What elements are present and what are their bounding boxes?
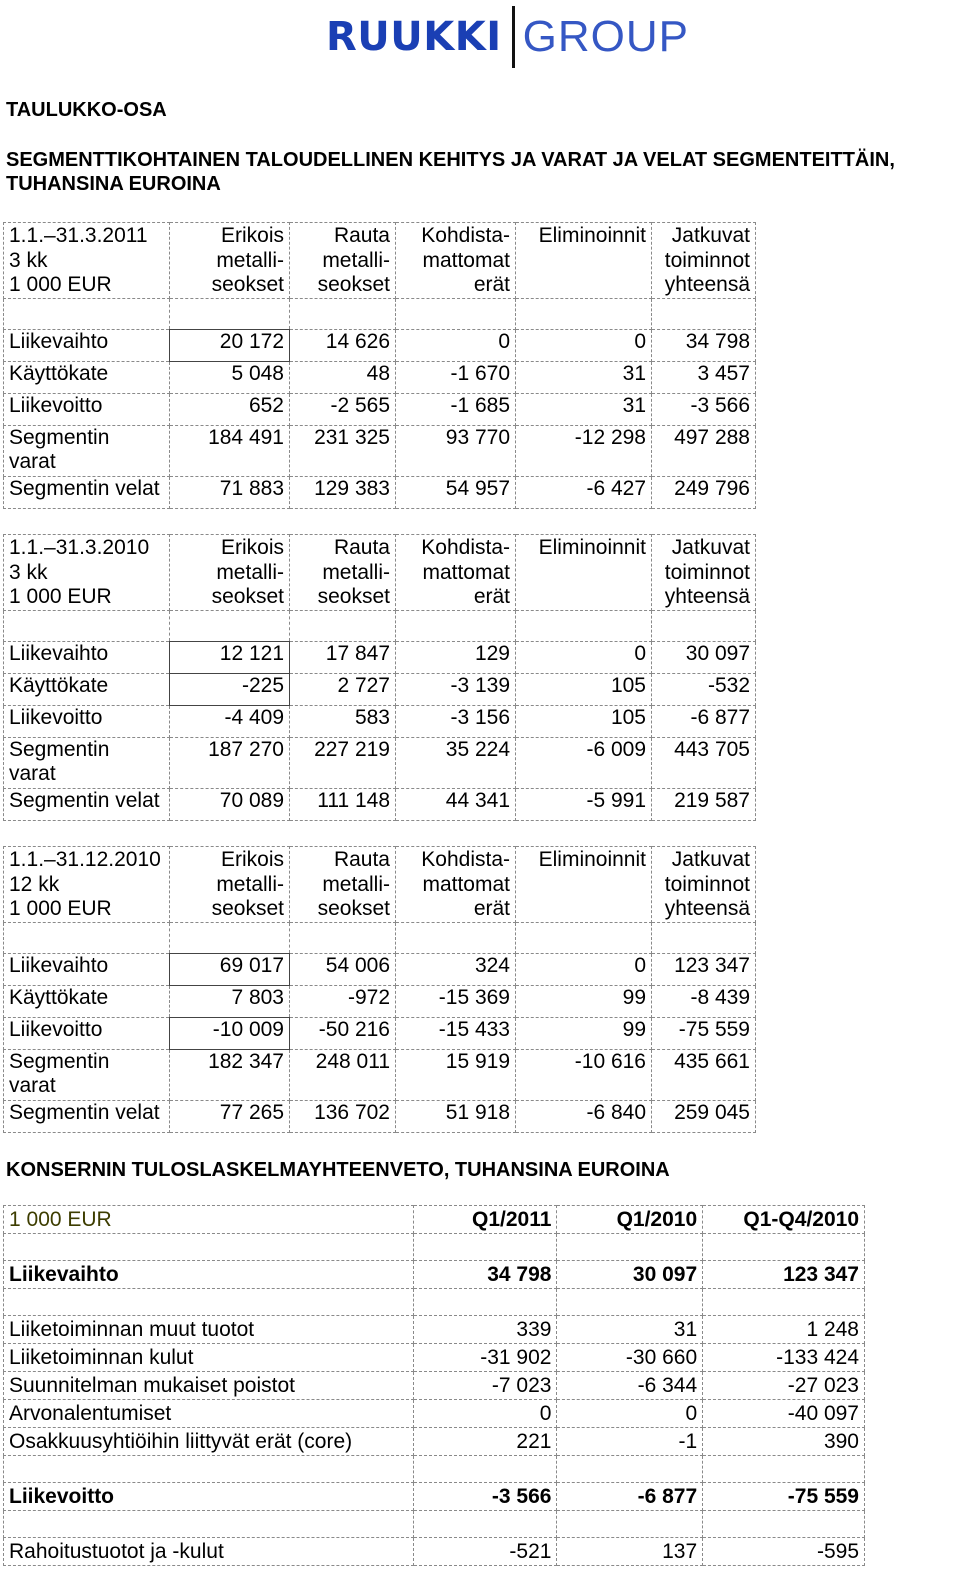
segment-value-cell: 123 347: [652, 953, 756, 985]
segment-value-cell: 105: [516, 705, 652, 737]
spacer-row: [4, 298, 756, 329]
segment-period-cell: [4, 847, 170, 923]
segment-row-label: [4, 393, 170, 425]
segment-value-cell: 15 919: [396, 1049, 516, 1100]
income-item-label: Liiketoiminnan kulut: [4, 1344, 414, 1372]
income-revenue-row: [4, 1261, 865, 1289]
logo-divider: [512, 6, 515, 68]
income-summary-table: [3, 1205, 865, 1566]
spacer-row: [4, 1456, 865, 1483]
segment-row-label-line: varat: [9, 1073, 56, 1097]
income-item-value: -30 660: [557, 1344, 703, 1372]
income-header-q1-2011: Q1/2011: [413, 1206, 557, 1234]
segment-value-cell: -5 991: [516, 788, 652, 820]
segment-value-cell: 77 265: [170, 1100, 290, 1132]
segment-period-cell: [4, 223, 170, 299]
income-item-value: 31: [557, 1316, 703, 1344]
segment-data-row: [4, 953, 756, 985]
segment-row-label-line: Liikevaihto: [9, 329, 109, 353]
segment-column-header-line: Jatkuvat: [671, 536, 750, 559]
segment-value-cell: 136 702: [290, 1100, 396, 1132]
segment-column-header: [170, 223, 290, 299]
segment-column-header-line: seokset: [317, 273, 390, 296]
segment-column-header: [652, 223, 756, 299]
segment-period-line: 1 000 EUR: [9, 273, 112, 296]
segment-value-cell: 129: [396, 641, 516, 673]
segment-column-header-line: yhteensä: [664, 585, 750, 608]
segment-column-header: [652, 847, 756, 923]
segment-value-cell: 20 172: [170, 329, 290, 361]
segment-data-row: [4, 985, 756, 1017]
income-item-row: [4, 1400, 865, 1428]
segment-column-header-line: toiminnot: [664, 560, 750, 584]
segment-value-cell: 231 325: [290, 425, 396, 476]
segment-value-cell: 583: [290, 705, 396, 737]
segment-value-cell: 129 383: [290, 476, 396, 508]
income-ebit-fy-2010: -75 559: [703, 1483, 865, 1511]
segment-value-cell: -6 427: [516, 476, 652, 508]
income-item-value: -27 023: [703, 1372, 865, 1400]
spacer-row: [4, 1289, 865, 1316]
segment-period-line: 1.1.–31.12.2010: [9, 848, 161, 871]
segment-value-cell: 31: [516, 393, 652, 425]
segment-row-label: [4, 329, 170, 361]
segment-value-cell: 99: [516, 1017, 652, 1049]
segment-data-row: [4, 476, 756, 508]
segment-column-header-line: erät: [473, 897, 510, 920]
segment-value-cell: -8 439: [652, 985, 756, 1017]
income-revenue-q1-2011: 34 798: [413, 1261, 557, 1289]
income-item-label: Suunnitelman mukaiset poistot: [4, 1372, 414, 1400]
segment-column-header: [652, 535, 756, 611]
segment-value-cell: 2 727: [290, 673, 396, 705]
segment-column-header: [396, 847, 516, 923]
segment-column-header-line: Rauta: [333, 224, 390, 247]
segment-value-cell: 324: [396, 953, 516, 985]
segment-value-cell: 652: [170, 393, 290, 425]
income-item-value: 221: [413, 1428, 557, 1456]
segment-row-label: [4, 425, 170, 476]
segment-data-row: [4, 425, 756, 476]
segment-column-header-line: [521, 249, 646, 273]
income-finance-label: Rahoitustuotot ja -kulut: [4, 1538, 414, 1566]
segment-period-line: 1.1.–31.3.2011: [9, 224, 148, 247]
segment-row-label: [4, 985, 170, 1017]
segment-value-cell: 443 705: [652, 737, 756, 788]
segment-period-line: 1 000 EUR: [9, 585, 112, 608]
segment-value-cell: 0: [516, 329, 652, 361]
income-item-label: Osakkuusyhtiöihin liittyvät erät (core): [4, 1428, 414, 1456]
income-header-fy-2010: Q1-Q4/2010: [703, 1206, 865, 1234]
income-ebit-row: [4, 1483, 865, 1511]
segment-column-header-line: yhteensä: [664, 273, 750, 296]
segment-value-cell: -12 298: [516, 425, 652, 476]
income-item-row: [4, 1372, 865, 1400]
income-item-row: [4, 1428, 865, 1456]
segment-value-cell: -1 670: [396, 361, 516, 393]
segment-value-cell: -4 409: [170, 705, 290, 737]
segment-value-cell: 249 796: [652, 476, 756, 508]
heading-income: KONSERNIN TULOSLASKELMAYHTEENVETO, TUHANSINA EUROINA: [6, 1159, 670, 1181]
segment-row-label-line: Liikevaihto: [9, 641, 109, 665]
segment-row-label-line: Liikevoitto: [9, 393, 103, 417]
segment-value-cell: 184 491: [170, 425, 290, 476]
segment-value-cell: -3 156: [396, 705, 516, 737]
segment-value-cell: 51 918: [396, 1100, 516, 1132]
segment-column-header-line: Eliminoinnit: [538, 848, 646, 871]
segment-data-row: [4, 788, 756, 820]
income-item-row: [4, 1316, 865, 1344]
segment-column-header: [516, 535, 652, 611]
segment-row-label-line: Segmentin velat: [9, 1100, 160, 1124]
segment-column-header-line: toiminnot: [664, 248, 750, 272]
income-finance-q1-2011: -521: [413, 1538, 557, 1566]
segment-row-label-line: Käyttökate: [9, 985, 109, 1009]
segment-column-header-line: Erikois: [220, 224, 284, 247]
segment-column-header-line: Kohdista-: [421, 224, 510, 247]
segment-data-row: [4, 705, 756, 737]
segment-row-label-line: Segmentin: [9, 425, 110, 449]
segment-column-header: [170, 535, 290, 611]
segment-data-row: [4, 393, 756, 425]
segment-data-row: [4, 1049, 756, 1100]
segment-row-label-line: Käyttökate: [9, 361, 109, 385]
segment-value-cell: -15 433: [396, 1017, 516, 1049]
segment-value-cell: 0: [516, 953, 652, 985]
segment-row-label-line: Liikevaihto: [9, 953, 109, 977]
segment-column-header-line: mattomat: [422, 872, 510, 896]
segment-value-cell: -1 685: [396, 393, 516, 425]
segment-value-cell: -50 216: [290, 1017, 396, 1049]
segment-column-header-line: [521, 273, 646, 297]
segment-value-cell: -6 009: [516, 737, 652, 788]
segment-value-cell: 17 847: [290, 641, 396, 673]
segment-column-header-line: metalli-: [216, 872, 284, 896]
segment-column-header: [396, 535, 516, 611]
segment-row-label: [4, 737, 170, 788]
segment-column-header-line: Erikois: [220, 536, 284, 559]
segment-value-cell: -3 566: [652, 393, 756, 425]
segment-value-cell: 54 006: [290, 953, 396, 985]
segment-column-header-line: Rauta: [333, 536, 390, 559]
segment-column-header-line: erät: [473, 585, 510, 608]
segment-column-header: [516, 223, 652, 299]
income-item-value: -31 902: [413, 1344, 557, 1372]
segment-column-header-line: metalli-: [216, 560, 284, 584]
segment-column-header-line: erät: [473, 273, 510, 296]
segment-header-row: [4, 847, 756, 923]
segment-value-cell: 34 798: [652, 329, 756, 361]
segment-header-row: [4, 535, 756, 611]
heading-segment-line2: TUHANSINA EUROINA: [6, 173, 221, 195]
segment-column-header-line: Rauta: [333, 848, 390, 871]
segment-value-cell: 259 045: [652, 1100, 756, 1132]
segment-value-cell: 70 089: [170, 788, 290, 820]
segment-column-header-line: metalli-: [322, 560, 390, 584]
segment-column-header: [290, 535, 396, 611]
income-revenue-fy-2010: 123 347: [703, 1261, 865, 1289]
segment-header-row: [4, 223, 756, 299]
segment-row-label-line: varat: [9, 449, 56, 473]
segment-row-label-line: varat: [9, 761, 56, 785]
segment-column-header-line: Kohdista-: [421, 536, 510, 559]
segment-value-cell: 35 224: [396, 737, 516, 788]
income-header-q1-2010: Q1/2010: [557, 1206, 703, 1234]
segment-value-cell: 44 341: [396, 788, 516, 820]
segment-column-header: [516, 847, 652, 923]
segment-value-cell: 219 587: [652, 788, 756, 820]
segment-row-label: [4, 641, 170, 673]
segment-value-cell: 7 803: [170, 985, 290, 1017]
segment-period-line: 1 000 EUR: [9, 897, 112, 920]
segment-value-cell: 0: [516, 641, 652, 673]
segment-value-cell: 497 288: [652, 425, 756, 476]
ruukki-group-logo: [326, 4, 689, 70]
segment-column-header-line: Jatkuvat: [671, 848, 750, 871]
segment-value-cell: 69 017: [170, 953, 290, 985]
income-item-value: -133 424: [703, 1344, 865, 1372]
segment-row-label-line: Liikevoitto: [9, 705, 103, 729]
segment-data-row: [4, 737, 756, 788]
segment-value-cell: 31: [516, 361, 652, 393]
segment-data-row: [4, 673, 756, 705]
income-item-value: -7 023: [413, 1372, 557, 1400]
segment-column-header-line: seokset: [211, 585, 284, 608]
income-item-value: 0: [557, 1400, 703, 1428]
segment-column-header-line: [521, 873, 646, 897]
income-ebit-q1-2011: -3 566: [413, 1483, 557, 1511]
segment-value-cell: -3 139: [396, 673, 516, 705]
segment-row-label-line: Liikevoitto: [9, 1017, 103, 1041]
segment-row-label-line: Segmentin velat: [9, 788, 160, 812]
segment-value-cell: 93 770: [396, 425, 516, 476]
income-header-unit: 1 000 EUR: [4, 1206, 414, 1234]
segment-column-header: [170, 847, 290, 923]
logo-ruukki: RUUKKI: [326, 14, 502, 60]
income-item-value: 1 248: [703, 1316, 865, 1344]
segment-value-cell: 99: [516, 985, 652, 1017]
segment-row-label: [4, 705, 170, 737]
income-finance-fy-2010: -595: [703, 1538, 865, 1566]
segment-value-cell: 111 148: [290, 788, 396, 820]
segment-value-cell: 105: [516, 673, 652, 705]
income-finance-q1-2010: 137: [557, 1538, 703, 1566]
income-item-value: -6 344: [557, 1372, 703, 1400]
segment-value-cell: 3 457: [652, 361, 756, 393]
segment-column-header-line: [521, 585, 646, 609]
segment-value-cell: 182 347: [170, 1049, 290, 1100]
segment-value-cell: -10 616: [516, 1049, 652, 1100]
segment-value-cell: 48: [290, 361, 396, 393]
income-ebit-q1-2010: -6 877: [557, 1483, 703, 1511]
segment-value-cell: -75 559: [652, 1017, 756, 1049]
segment-column-header-line: seokset: [317, 585, 390, 608]
spacer-row: [4, 1511, 865, 1538]
segment-column-header-line: yhteensä: [664, 897, 750, 920]
segment-value-cell: -972: [290, 985, 396, 1017]
segment-value-cell: 54 957: [396, 476, 516, 508]
segment-value-cell: 5 048: [170, 361, 290, 393]
segment-column-header-line: Eliminoinnit: [538, 224, 646, 247]
segment-value-cell: -225: [170, 673, 290, 705]
segment-row-label-line: Segmentin: [9, 1049, 110, 1073]
segment-value-cell: 12 121: [170, 641, 290, 673]
segment-row-label: [4, 361, 170, 393]
segment-data-row: [4, 1100, 756, 1132]
segment-column-header-line: metalli-: [322, 872, 390, 896]
segment-column-header-line: toiminnot: [664, 872, 750, 896]
segment-table: [3, 222, 756, 509]
segment-column-header-line: seokset: [317, 897, 390, 920]
segment-column-header-line: seokset: [211, 273, 284, 296]
segment-column-header-line: mattomat: [422, 248, 510, 272]
segment-row-label-line: Segmentin velat: [9, 476, 160, 500]
income-item-value: 339: [413, 1316, 557, 1344]
segment-column-header-line: Eliminoinnit: [538, 536, 646, 559]
spacer-row: [4, 1234, 865, 1261]
income-item-value: 0: [413, 1400, 557, 1428]
segment-period-cell: [4, 535, 170, 611]
segment-column-header-line: seokset: [211, 897, 284, 920]
income-item-value: 390: [703, 1428, 865, 1456]
segment-column-header: [396, 223, 516, 299]
segment-period-line: 1.1.–31.3.2010: [9, 536, 150, 559]
spacer-row: [4, 610, 756, 641]
segment-value-cell: 435 661: [652, 1049, 756, 1100]
segment-row-label: [4, 1017, 170, 1049]
segment-period-line: 3 kk: [9, 560, 48, 584]
income-ebit-label: Liikevoitto: [4, 1483, 414, 1511]
spacer-row: [4, 922, 756, 953]
segment-row-label: [4, 673, 170, 705]
segment-row-label-line: Käyttökate: [9, 673, 109, 697]
segment-period-line: 3 kk: [9, 248, 48, 272]
income-header-row: [4, 1206, 865, 1234]
segment-data-row: [4, 641, 756, 673]
heading-tables: TAULUKKO-OSA: [6, 99, 167, 121]
income-item-value: -1: [557, 1428, 703, 1456]
income-finance-row: [4, 1538, 865, 1566]
segment-column-header: [290, 223, 396, 299]
segment-value-cell: 14 626: [290, 329, 396, 361]
segment-column-header-line: Jatkuvat: [671, 224, 750, 247]
segment-data-row: [4, 1017, 756, 1049]
segment-column-header-line: mattomat: [422, 560, 510, 584]
income-item-value: -40 097: [703, 1400, 865, 1428]
segment-row-label: [4, 476, 170, 508]
segment-row-label: [4, 1100, 170, 1132]
segment-row-label: [4, 953, 170, 985]
income-revenue-q1-2010: 30 097: [557, 1261, 703, 1289]
segment-column-header: [290, 847, 396, 923]
income-item-label: Liiketoiminnan muut tuotot: [4, 1316, 414, 1344]
heading-segment-line1: SEGMENTTIKOHTAINEN TALOUDELLINEN KEHITYS JA VARAT JA VELAT SEGMENTEITTÄIN,: [6, 149, 895, 171]
segment-row-label: [4, 788, 170, 820]
segment-value-cell: -2 565: [290, 393, 396, 425]
segment-column-header-line: Erikois: [220, 848, 284, 871]
segment-column-header-line: metalli-: [216, 248, 284, 272]
segment-value-cell: 248 011: [290, 1049, 396, 1100]
segment-value-cell: 30 097: [652, 641, 756, 673]
segment-value-cell: 0: [396, 329, 516, 361]
segment-value-cell: -532: [652, 673, 756, 705]
segment-period-line: 12 kk: [9, 872, 60, 896]
segment-row-label-line: Segmentin: [9, 737, 110, 761]
segment-column-header-line: [521, 897, 646, 921]
segment-table: [3, 534, 756, 821]
segment-table: [3, 846, 756, 1133]
segment-data-row: [4, 329, 756, 361]
segment-column-header-line: metalli-: [322, 248, 390, 272]
segment-column-header-line: [521, 561, 646, 585]
segment-value-cell: 187 270: [170, 737, 290, 788]
segment-row-label: [4, 1049, 170, 1100]
income-item-row: [4, 1344, 865, 1372]
segment-value-cell: -6 877: [652, 705, 756, 737]
segment-value-cell: -15 369: [396, 985, 516, 1017]
income-revenue-label: Liikevaihto: [4, 1261, 414, 1289]
logo-group: GROUP: [522, 12, 689, 61]
segment-value-cell: -6 840: [516, 1100, 652, 1132]
segment-value-cell: 71 883: [170, 476, 290, 508]
income-item-label: Arvonalentumiset: [4, 1400, 414, 1428]
segment-value-cell: -10 009: [170, 1017, 290, 1049]
segment-value-cell: 227 219: [290, 737, 396, 788]
segment-data-row: [4, 361, 756, 393]
segment-column-header-line: Kohdista-: [421, 848, 510, 871]
